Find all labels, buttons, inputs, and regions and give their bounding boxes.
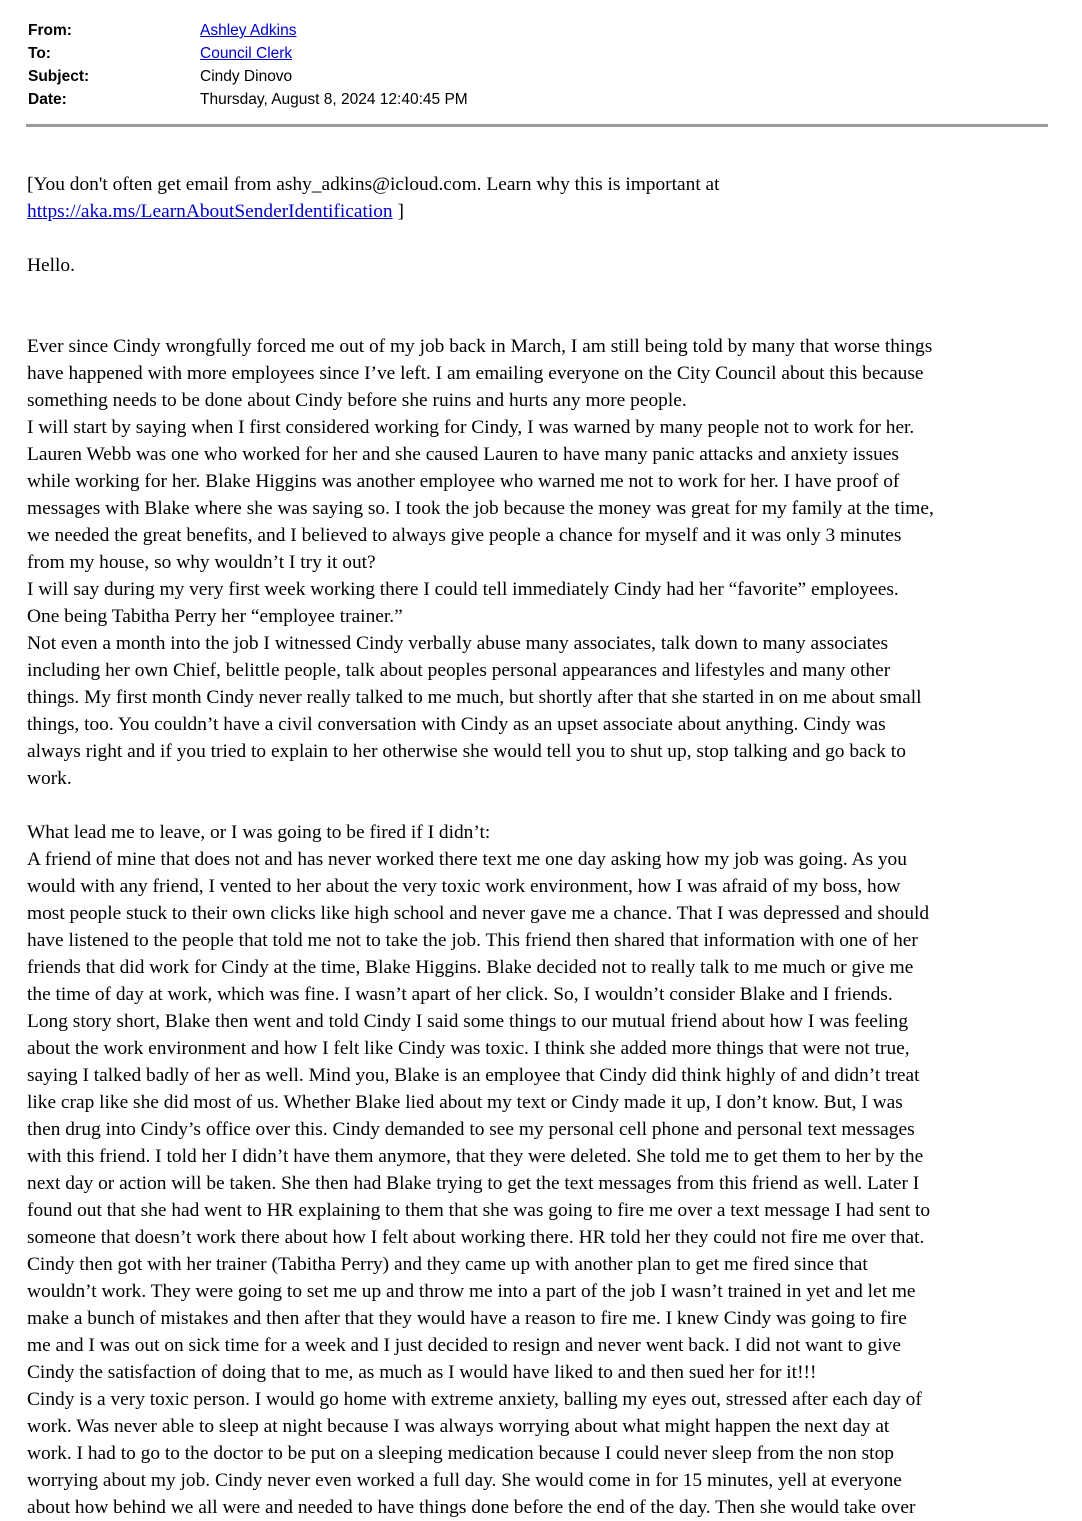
date-value: Thursday, August 8, 2024 12:40:45 PM (200, 91, 468, 108)
to-link[interactable]: Council Clerk (200, 45, 293, 62)
from-label: From: (28, 22, 72, 39)
from-link[interactable]: Ashley Adkins (200, 22, 297, 39)
date-label: Date: (28, 91, 67, 108)
sender-notice (27, 171, 1057, 225)
from-row (28, 19, 1048, 42)
header-divider (26, 124, 1048, 127)
to-row (28, 42, 1048, 65)
subject-row (28, 65, 1048, 88)
paragraph-1: Ever since Cindy wrongfully forced me out of my job back in March, I am still being told by many that worse things have happened with more employees since I’ve left. I am emailing everyone on the City Council about this because something needs to be done about Cindy before she ruins and hurts any more people. I will start by saying when I first considered working for Cindy, I was warned by many people not to work for her. Lauren Webb was one who worked for her and she caused Lauren to have many panic attacks and anxiety issues while working for her. Blake Higgins was another employee who warned me not to work for her. I have proof of messages with Blake where she was saying so. I took the job because the money was great for my family at the time, we needed the great benefits, and I believed to always give people a chance for myself and it was only 3 minutes from my house, so why wouldn’t I try it out? I will say during my very first week working there I could tell immediately Cindy had her “favorite” employees. One being Tabitha Perry her “employee trainer.” Not even a month into the job I witnessed Cindy verbally abuse many associates, talk down to many associates including her own Chief, belittle people, talk about peoples personal appearances and lifestyles and many other things. My first month Cindy never really talked to me much, but shortly after that she started in on me about small things, too. You couldn’t have a civil conversation with Cindy as an upset associate about anything. Cindy was always right and if you tried to explain to her otherwise she would tell you to shut up, stop talking and go back to work. (27, 336, 934, 789)
greeting: Hello. (27, 255, 75, 276)
to-label: To: (28, 45, 51, 62)
email-header (28, 19, 1048, 111)
email-body (27, 171, 1057, 1521)
paragraph-2: What lead me to leave, or I was going to be fired if I didn’t: A friend of mine that does not and has never worked there text me one day asking how my job was going. As you would with any friend, I vented to her about the very toxic work environment, how I was afraid of my boss, how most people stuck to their own clicks like high school and never gave me a chance. That I was depressed and should have listened to the people that told me not to take the job. This friend then shared that information with one of her friends that did work for Cindy at the time, Blake Higgins. Blake decided not to really talk to me much or give me the time of day at work, which was fine. I wasn’t apart of her click. So, I wouldn’t consider Blake and I friends. Long story short, Blake then went and told Cindy I said some things to our mutual friend about how I was feeling about the work environment and how I felt like Cindy was toxic. I think she added more things that were not true, saying I talked badly of her as well. Mind you, Blake is an employee that Cindy did think highly of and didn’t treat like crap like she did most of us. Whether Blake lied about my text or Cindy made it up, I don’t know. But, I was then drug into Cindy’s office over this. Cindy demanded to see my personal cell phone and personal text messages with this friend. I told her I didn’t have them anymore, that they were deleted. She told me to get them to her by the next day or action will be taken. She then had Blake trying to get the text messages from this friend as well. Later I found out that she had went to HR explaining to them that she was going to fire me over a text message I had sent to someone that doesn’t work there about how I felt about working there. HR told her they could not fire me over that. Cindy then got with her trainer (Tabitha Perry) and they came up with another plan to get me fired since that wouldn’t work. They were going to set me up and throw me into a part of the job I wasn’t trained in yet and let me make a bunch of mistakes and then after that they would have a reason to fire me. I knew Cindy was going to fire me and I was out on sick time for a week and I just decided to resign and never went back. I did not want to give Cindy the satisfaction of doing that to me, as much as I would have liked to and then sued her for it!!! Cindy is a very toxic person. I would go home with extreme anxiety, balling my eyes out, stressed after each day of work. Was never able to sleep at night because I was always worrying about what might happen the next day at work. I had to go to the doctor to be put on a sleeping medication because I could never sleep from the non stop worrying about my job. Cindy never even worked a full day. She would come in for 15 minutes, yell at everyone about how behind we all were and needed to have things done before the end of the day. Then she would take over (27, 822, 931, 1518)
sender-identification-link[interactable]: https://aka.ms/LearnAboutSenderIdentification (27, 201, 393, 222)
subject-label: Subject: (28, 68, 90, 85)
sender-notice-text: [You don't often get email from ashy_adkins@icloud.com. Learn why this is important at (27, 174, 720, 195)
date-row (28, 88, 1048, 111)
sender-notice-close: ] (392, 201, 404, 222)
subject-value: Cindy Dinovo (200, 68, 293, 85)
